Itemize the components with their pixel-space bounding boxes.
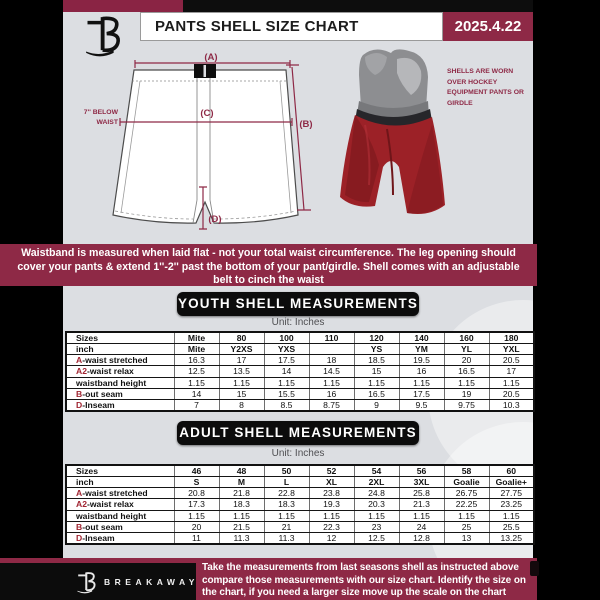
diagram-label-a: (A) bbox=[204, 52, 218, 63]
table-cell: 21.8 bbox=[219, 488, 264, 499]
row-label: B-out seam bbox=[66, 521, 174, 532]
table-cell: 120 bbox=[354, 332, 399, 344]
table-cell: 100 bbox=[264, 332, 309, 344]
table-cell: 12.5 bbox=[174, 366, 219, 377]
waist-note: 7'' BELOW WAIST bbox=[83, 109, 118, 127]
table-cell: 8.75 bbox=[309, 399, 354, 411]
table-row bbox=[66, 510, 534, 521]
table-cell: YS bbox=[354, 344, 399, 355]
table-row bbox=[66, 388, 534, 399]
table-cell: 21 bbox=[264, 521, 309, 532]
table-cell: 22.3 bbox=[309, 521, 354, 532]
table-row bbox=[66, 521, 534, 532]
table-cell: 17.5 bbox=[399, 388, 444, 399]
table-cell: 1.15 bbox=[174, 510, 219, 521]
table-cell: 1.15 bbox=[219, 377, 264, 388]
row-label: D-Inseam bbox=[66, 399, 174, 411]
table-cell: L bbox=[264, 477, 309, 488]
table-cell: 20.3 bbox=[354, 499, 399, 510]
row-label: D-Inseam bbox=[66, 532, 174, 544]
table-cell: 46 bbox=[174, 465, 219, 477]
table-cell: 25.5 bbox=[489, 521, 534, 532]
table-cell: 110 bbox=[309, 332, 354, 344]
table-cell: 14.5 bbox=[309, 366, 354, 377]
row-label: waistband height bbox=[66, 510, 174, 521]
table-cell: 17.5 bbox=[264, 355, 309, 366]
table-cell: Mite bbox=[174, 332, 219, 344]
breakaway-logo-icon bbox=[76, 570, 98, 594]
table-cell: 13 bbox=[444, 532, 489, 544]
table-cell: 1.15 bbox=[354, 377, 399, 388]
table-row bbox=[66, 532, 534, 544]
table-cell: 10.3 bbox=[489, 399, 534, 411]
table-cell: 1.15 bbox=[444, 510, 489, 521]
table-cell: 3XL bbox=[399, 477, 444, 488]
table-row bbox=[66, 366, 534, 377]
table-row bbox=[66, 332, 534, 344]
info-banner: Waistband is measured when laid flat - not your total waist circumference. The leg opening should cover your pants & extend 1''-2'' past the bottom of your pant/girdle. Shell comes with an adjustable belt to cinch the waist bbox=[0, 244, 537, 286]
table-cell: 1.15 bbox=[264, 510, 309, 521]
table-cell: 18.3 bbox=[264, 499, 309, 510]
table-cell: 13.5 bbox=[219, 366, 264, 377]
top-accent-strip bbox=[63, 0, 183, 12]
row-label: Sizes bbox=[66, 332, 174, 344]
table-cell: 2XL bbox=[354, 477, 399, 488]
table-cell: 24 bbox=[399, 521, 444, 532]
row-label: inch bbox=[66, 344, 174, 355]
youth-table-wrap bbox=[65, 331, 535, 412]
table-row bbox=[66, 488, 534, 499]
table-cell: 140 bbox=[399, 332, 444, 344]
table-row bbox=[66, 355, 534, 366]
table-cell: 27.75 bbox=[489, 488, 534, 499]
table-cell: 22.25 bbox=[444, 499, 489, 510]
table-cell: 60 bbox=[489, 465, 534, 477]
pants-measurement-diagram bbox=[108, 52, 315, 237]
table-cell: 1.15 bbox=[399, 510, 444, 521]
table-cell: 9 bbox=[354, 399, 399, 411]
adult-section-banner: ADULT SHELL MEASUREMENTS bbox=[177, 421, 419, 445]
table-cell: 20.5 bbox=[489, 355, 534, 366]
table-cell: 1.15 bbox=[309, 510, 354, 521]
table-cell: 180 bbox=[489, 332, 534, 344]
row-label: Sizes bbox=[66, 465, 174, 477]
table-row bbox=[66, 377, 534, 388]
table-cell: 23.25 bbox=[489, 499, 534, 510]
youth-unit-label: Unit: Inches bbox=[271, 317, 325, 328]
row-label: inch bbox=[66, 477, 174, 488]
table-cell: 58 bbox=[444, 465, 489, 477]
table-cell: 21.3 bbox=[399, 499, 444, 510]
row-label: A2-waist relax bbox=[66, 499, 174, 510]
table-cell: 12.5 bbox=[354, 532, 399, 544]
youth-measurements-table bbox=[65, 331, 535, 412]
table-cell: 20.8 bbox=[174, 488, 219, 499]
row-label: A2-waist relax bbox=[66, 366, 174, 377]
shell-photo bbox=[335, 45, 451, 237]
adult-unit-label: Unit: Inches bbox=[271, 448, 325, 459]
diagram-label-b: (B) bbox=[299, 119, 313, 130]
table-cell: 15.5 bbox=[264, 388, 309, 399]
table-cell: 18 bbox=[309, 355, 354, 366]
table-cell: 50 bbox=[264, 465, 309, 477]
table-cell: 1.15 bbox=[309, 377, 354, 388]
table-cell: 1.15 bbox=[489, 510, 534, 521]
table-cell: 17.3 bbox=[174, 499, 219, 510]
table-cell: YL bbox=[444, 344, 489, 355]
adult-table-wrap bbox=[65, 464, 535, 545]
table-cell: 56 bbox=[399, 465, 444, 477]
table-cell: YXS bbox=[264, 344, 309, 355]
row-label: A-waist stretched bbox=[66, 355, 174, 366]
table-cell: 15 bbox=[354, 366, 399, 377]
table-cell: 18.3 bbox=[219, 499, 264, 510]
table-cell: 20 bbox=[444, 355, 489, 366]
top-black-strip bbox=[183, 0, 533, 12]
table-cell: XL bbox=[309, 477, 354, 488]
table-cell: YM bbox=[399, 344, 444, 355]
table-cell: 8.5 bbox=[264, 399, 309, 411]
table-cell: Goalie bbox=[444, 477, 489, 488]
row-label: A-waist stretched bbox=[66, 488, 174, 499]
table-cell: 80 bbox=[219, 332, 264, 344]
table-cell: 11.3 bbox=[264, 532, 309, 544]
table-cell: Y2XS bbox=[219, 344, 264, 355]
table-cell: 11.3 bbox=[219, 532, 264, 544]
table-row bbox=[66, 399, 534, 411]
table-cell: 19.5 bbox=[399, 355, 444, 366]
table-cell: 160 bbox=[444, 332, 489, 344]
table-cell: 20.5 bbox=[489, 388, 534, 399]
table-cell: Mite bbox=[174, 344, 219, 355]
photo-note: SHELLS ARE WORN OVER HOCKEY EQUIPMENT PANTS OR GIRDLE bbox=[447, 68, 524, 107]
table-cell: 1.15 bbox=[219, 510, 264, 521]
table-cell: 25.8 bbox=[399, 488, 444, 499]
table-cell: 52 bbox=[309, 465, 354, 477]
table-cell: 11 bbox=[174, 532, 219, 544]
table-cell: 23 bbox=[354, 521, 399, 532]
table-row bbox=[66, 477, 534, 488]
youth-section-banner: YOUTH SHELL MEASUREMENTS bbox=[177, 292, 419, 316]
table-cell: Goalie+ bbox=[489, 477, 534, 488]
table-cell: S bbox=[174, 477, 219, 488]
breakaway-logo-icon bbox=[83, 13, 125, 57]
table-row bbox=[66, 344, 534, 355]
table-cell: 16 bbox=[399, 366, 444, 377]
table-cell: 48 bbox=[219, 465, 264, 477]
page-title: PANTS SHELL SIZE CHART bbox=[140, 12, 443, 41]
row-label: B-out seam bbox=[66, 388, 174, 399]
table-cell: 24.8 bbox=[354, 488, 399, 499]
adult-measurements-table bbox=[65, 464, 535, 545]
date-badge: 2025.4.22 bbox=[443, 12, 533, 41]
table-cell: 16.5 bbox=[354, 388, 399, 399]
table-cell: 14 bbox=[174, 388, 219, 399]
table-cell: 1.15 bbox=[399, 377, 444, 388]
row-label: waistband height bbox=[66, 377, 174, 388]
table-cell: 16 bbox=[309, 388, 354, 399]
footer-brand bbox=[76, 568, 199, 596]
table-cell: M bbox=[219, 477, 264, 488]
table-cell: 16.5 bbox=[444, 366, 489, 377]
table-cell: 8 bbox=[219, 399, 264, 411]
footer-instructions: Take the measurements from last seasons shell as instructed above compare those measurements with our size chart. Identify the size on the chart, if you need a larger size move up the scale on the chart bbox=[202, 562, 526, 598]
table-cell: 1.15 bbox=[354, 510, 399, 521]
table-cell: 1.15 bbox=[264, 377, 309, 388]
table-cell: 13.25 bbox=[489, 532, 534, 544]
table-cell: 12.8 bbox=[399, 532, 444, 544]
table-cell: 23.8 bbox=[309, 488, 354, 499]
table-cell: 18.5 bbox=[354, 355, 399, 366]
diagram-label-d: (D) bbox=[208, 214, 222, 225]
table-cell: 9.75 bbox=[444, 399, 489, 411]
table-cell: 22.8 bbox=[264, 488, 309, 499]
table-cell: 15 bbox=[219, 388, 264, 399]
table-cell: 16.3 bbox=[174, 355, 219, 366]
table-cell: 9.5 bbox=[399, 399, 444, 411]
table-cell bbox=[309, 344, 354, 355]
table-cell: 26.75 bbox=[444, 488, 489, 499]
table-cell: 19 bbox=[444, 388, 489, 399]
table-cell: 1.15 bbox=[489, 377, 534, 388]
table-cell: 20 bbox=[174, 521, 219, 532]
table-cell: 21.5 bbox=[219, 521, 264, 532]
table-cell: 1.15 bbox=[174, 377, 219, 388]
table-cell: 17 bbox=[219, 355, 264, 366]
diagram-label-c: (C) bbox=[200, 108, 214, 119]
table-cell: 54 bbox=[354, 465, 399, 477]
table-cell: 19.3 bbox=[309, 499, 354, 510]
table-row bbox=[66, 499, 534, 510]
table-cell: 12 bbox=[309, 532, 354, 544]
table-cell: 1.15 bbox=[444, 377, 489, 388]
brand-name: BREAKAWAY bbox=[104, 577, 199, 587]
table-cell: 7 bbox=[174, 399, 219, 411]
table-cell: 17 bbox=[489, 366, 534, 377]
table-cell: 25 bbox=[444, 521, 489, 532]
table-cell: YXL bbox=[489, 344, 534, 355]
table-row bbox=[66, 465, 534, 477]
table-cell: 14 bbox=[264, 366, 309, 377]
